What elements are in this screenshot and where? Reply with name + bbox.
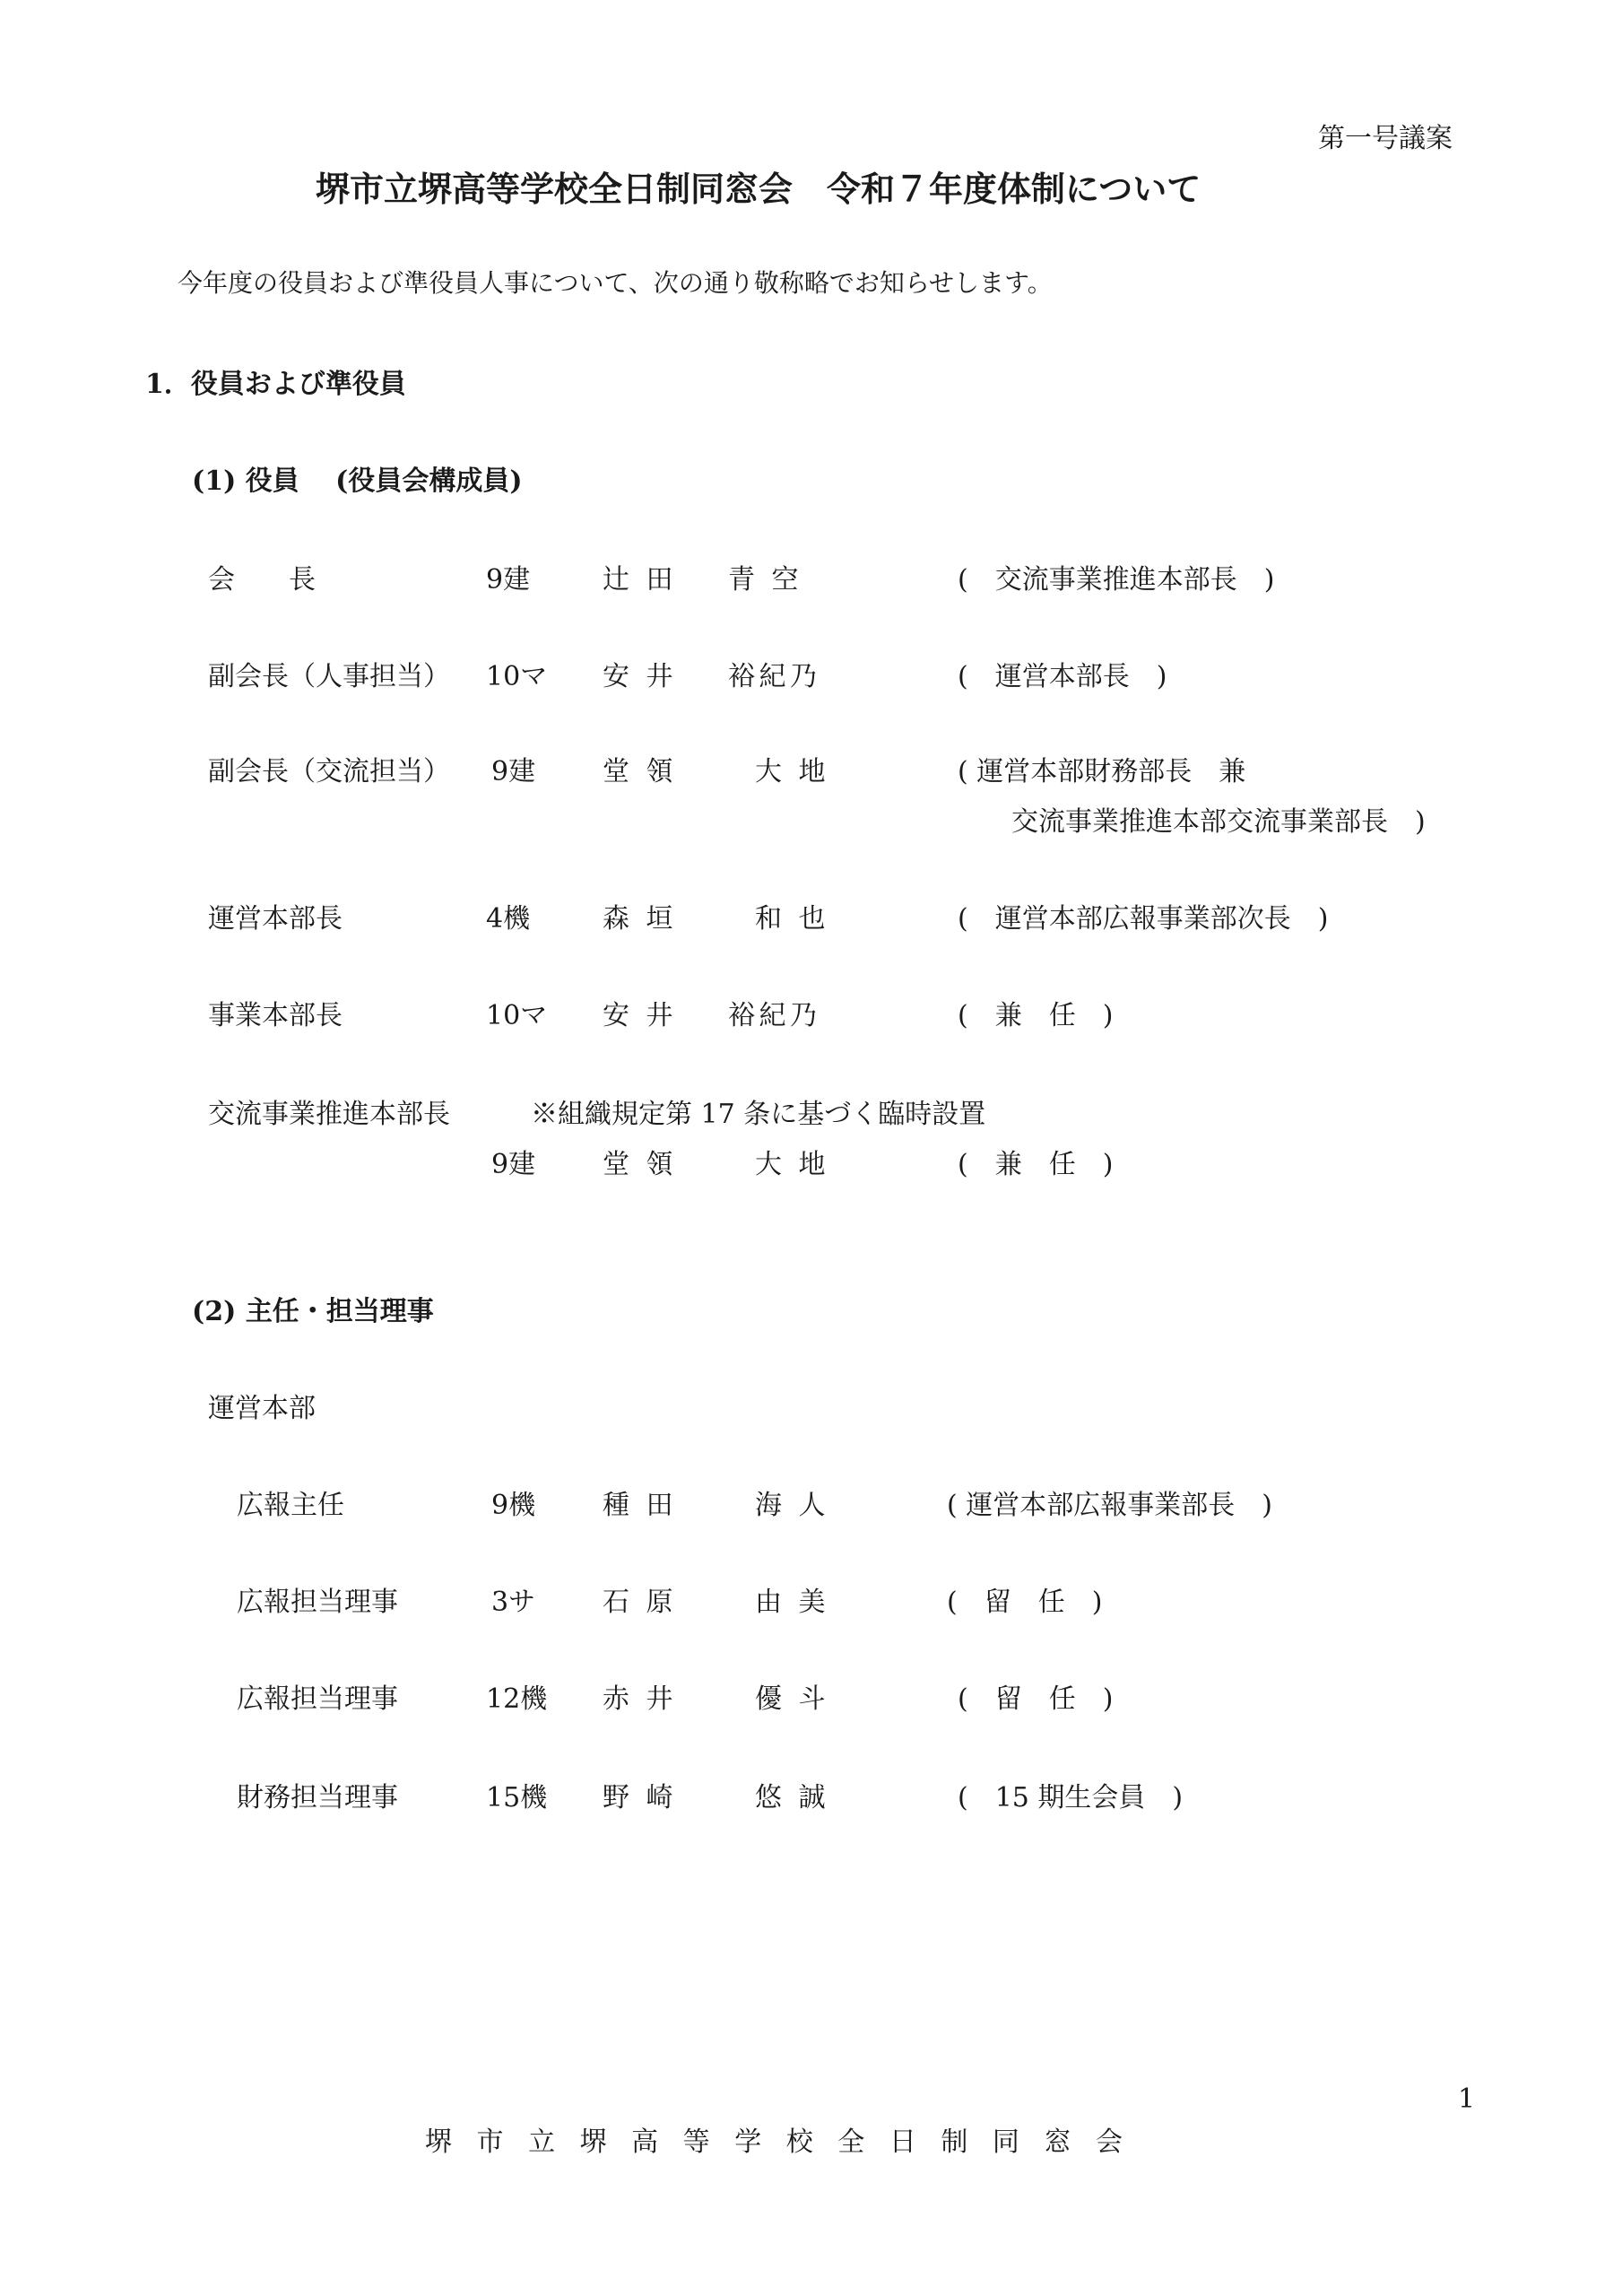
note: ( 15 期生会員 ) [958,1782,1184,1813]
role: 副会長（交流担当） [208,756,450,787]
surname: 堂 領 [603,1149,678,1180]
class-code: 4機 [486,903,531,935]
given-name: 大 地 [755,756,830,787]
page-number: 1 [1458,2083,1476,2115]
group-label: 運営本部 [208,1393,316,1424]
surname: 森 垣 [603,903,678,935]
class-code: 10マ [486,661,548,692]
surname: 種 田 [603,1490,678,1521]
class-code: 9建 [491,756,536,787]
intro-text: 今年度の役員および準役員人事について、次の通り敬称略でお知らせします。 [178,268,1053,298]
role: 副会長（人事担当） [208,661,450,692]
role: 広報担当理事 [237,1587,398,1618]
note: ( 兼 任 ) [958,1149,1114,1180]
surname: 石 原 [603,1587,678,1618]
note: ( 運営本部広報事業部次長 ) [958,903,1329,935]
surname: 野 崎 [603,1782,678,1813]
agenda-number: 第一号議案 [1318,123,1453,154]
subsection-heading-officers: (1) 役員 (役員会構成員) [192,465,523,497]
role: 財務担当理事 [237,1782,398,1813]
given-name: 悠 誠 [755,1782,830,1813]
surname: 安 井 [603,661,678,692]
role: 広報担当理事 [237,1683,398,1715]
footer-organization: 堺 市 立 堺 高 等 学 校 全 日 制 同 窓 会 [425,2126,1131,2158]
note: ( 留 任 ) [958,1683,1114,1715]
given-name: 大 地 [755,1149,830,1180]
given-name: 海 人 [755,1490,830,1521]
role: 広報主任 [237,1490,344,1521]
given-name: 青 空 [728,564,803,596]
remark: ※組織規定第 17 条に基づく臨時設置 [531,1099,986,1130]
role: 事業本部長 [208,1000,343,1031]
surname: 辻 田 [603,564,678,596]
class-code: 9建 [491,1149,536,1180]
given-name: 裕紀乃 [728,661,821,692]
surname: 堂 領 [603,756,678,787]
class-code: 3サ [491,1587,536,1618]
note-continuation: 交流事業推進本部交流事業部長 ) [1011,806,1426,838]
given-name: 由 美 [755,1587,830,1618]
section-heading: 1．役員および準役員 [145,369,406,400]
role: 会 長 [208,564,316,596]
class-code: 15機 [486,1782,548,1813]
note: ( 交流事業推進本部長 ) [958,564,1275,596]
page-title: 堺市立堺高等学校全日制同窓会 令和７年度体制について [316,169,1201,209]
note: ( 兼 任 ) [958,1000,1114,1031]
note: ( 運営本部長 ) [958,661,1167,692]
class-code: 12機 [486,1683,548,1715]
given-name: 裕紀乃 [728,1000,821,1031]
given-name: 優 斗 [755,1683,830,1715]
note: ( 運営本部財務部長 兼 [958,756,1246,787]
subsection-heading-directors: (2) 主任・担当理事 [192,1296,434,1327]
note: ( 運営本部広報事業部長 ) [947,1490,1272,1521]
role: 運営本部長 [208,903,343,935]
given-name: 和 也 [755,903,830,935]
role: 交流事業推進本部長 [208,1099,450,1130]
class-code: 9機 [491,1490,536,1521]
surname: 安 井 [603,1000,678,1031]
class-code: 10マ [486,1000,548,1031]
note: ( 留 任 ) [947,1587,1103,1618]
class-code: 9建 [486,564,531,596]
surname: 赤 井 [603,1683,678,1715]
